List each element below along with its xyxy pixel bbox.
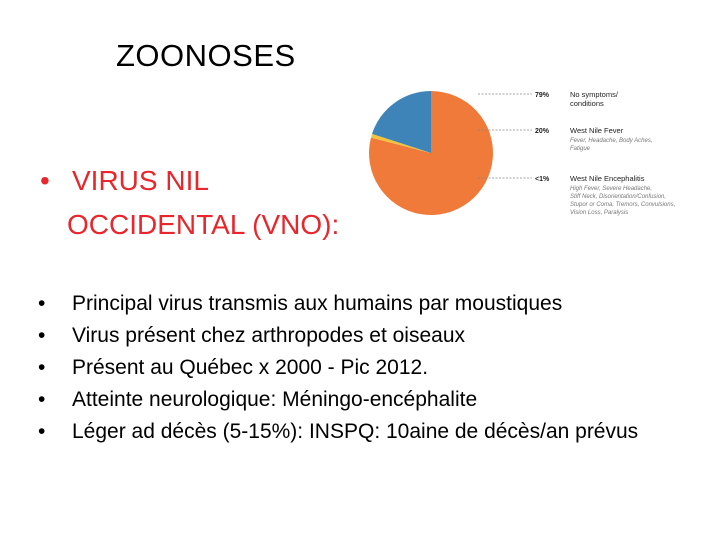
slice-name-label: conditions <box>570 99 604 108</box>
slice-percent-label: 79% <box>535 92 550 99</box>
section-heading-line2: OCCIDENTAL (VNO): <box>67 209 340 240</box>
slice-detail-label: High Fever, Severe Headache, <box>570 186 653 192</box>
slice-name-label: No symptoms/ <box>570 90 618 99</box>
slice-percent-label: <1% <box>535 176 550 183</box>
bullet-marker: • <box>40 165 50 196</box>
slice-name-label: West Nile Fever <box>570 126 624 135</box>
bullet-item <box>38 384 638 416</box>
bullet-marker: • <box>38 292 46 315</box>
bullet-text: Atteinte neurologique: Méningo-encéphalite <box>72 388 478 411</box>
bullet-text: Virus présent chez arthropodes et oiseaux <box>72 324 466 347</box>
bullet-text: Principal virus transmis aux humains par moustiques <box>72 292 563 315</box>
slice-percent-label: 20% <box>535 128 550 135</box>
bullet-marker: • <box>38 324 46 347</box>
bullet-item <box>38 352 638 384</box>
bullet-marker: • <box>38 420 46 443</box>
slice-detail-label: Vision Loss, Paralysis <box>570 210 629 216</box>
slide-title: ZOONOSES <box>116 38 296 73</box>
bullet-text: Présent au Québec x 2000 - Pic 2012. <box>72 356 429 379</box>
symptoms-pie-chart <box>360 80 700 230</box>
slice-detail-label: Fatigue <box>570 146 591 152</box>
bullet-item <box>38 288 638 320</box>
bullet-item <box>38 320 638 352</box>
bullet-list <box>38 288 638 448</box>
bullet-marker: • <box>38 388 46 411</box>
section-heading-line1: VIRUS NIL <box>72 165 209 196</box>
slice-detail-label: Stiff Neck, Disorientation/Confusion, <box>570 194 667 200</box>
slice-detail-label: Stupor or Coma, Tremors, Convulsions, <box>570 202 676 208</box>
bullet-item <box>38 416 638 448</box>
slice-detail-label: Fever, Headache, Body Aches, <box>570 138 653 144</box>
slice-name-label: West Nile Encephalitis <box>570 174 645 183</box>
bullet-marker: • <box>38 356 46 379</box>
bullet-text: Léger ad décès (5-15%): INSPQ: 10aine de décès/an prévus <box>72 420 639 443</box>
